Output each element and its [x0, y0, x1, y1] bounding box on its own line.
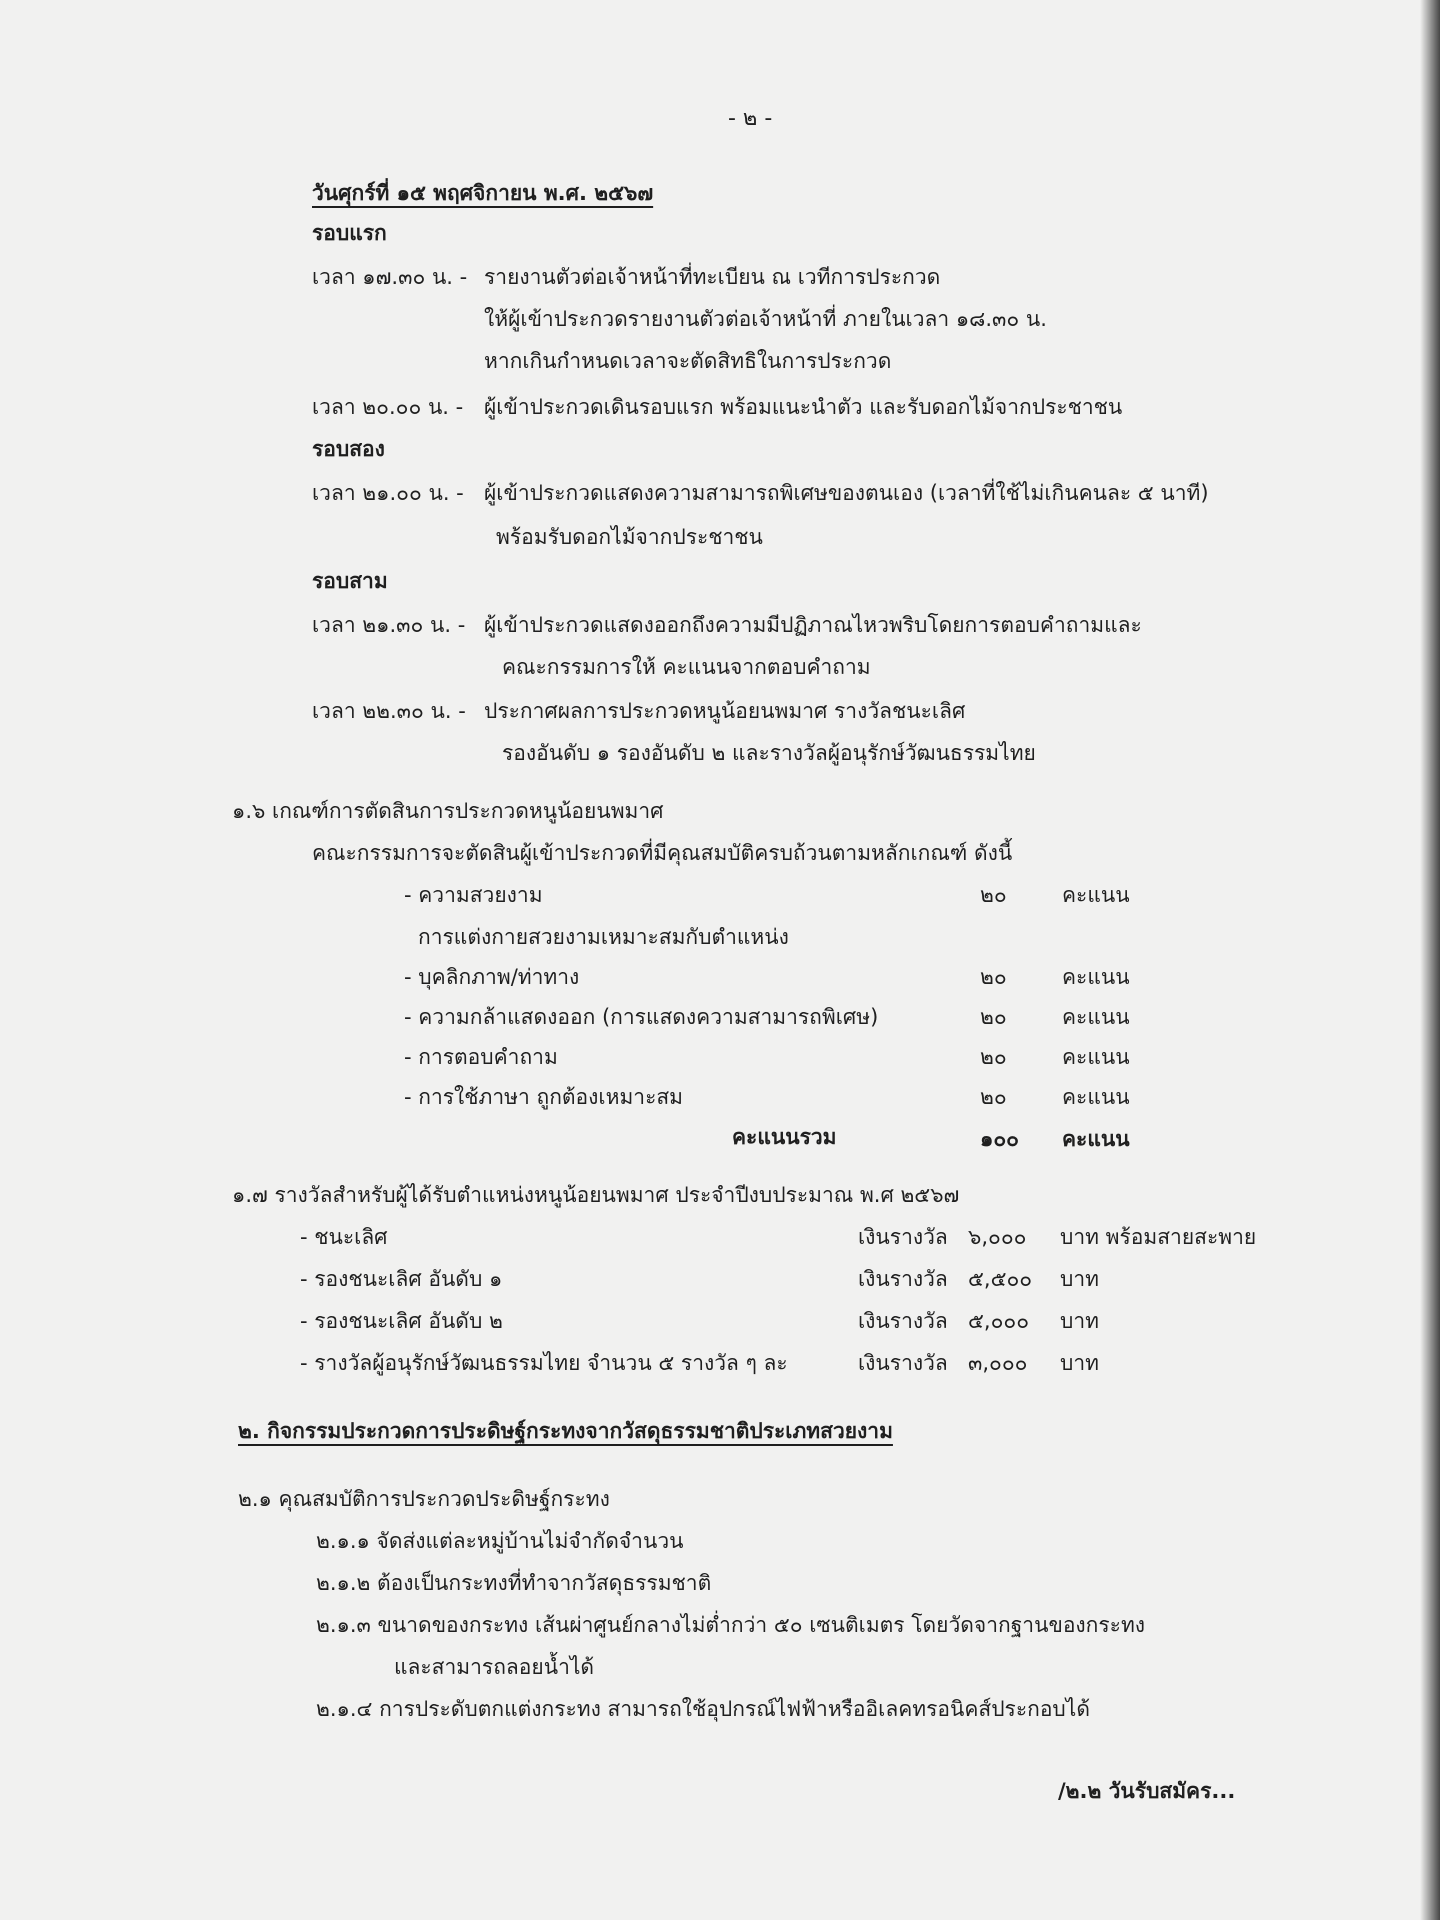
prize-money-label: เงินรางวัล — [858, 1225, 948, 1249]
criteria-item-unit: คะแนน — [1062, 1005, 1130, 1029]
round1-item1-line1: รายงานตัวต่อเจ้าหน้าที่ทะเบียน ณ เวทีการประกวด — [484, 265, 941, 289]
criteria-total-unit: คะแนน — [1062, 1127, 1130, 1151]
criteria-item-unit: คะแนน — [1062, 965, 1130, 989]
round3-item1-line2: คณะกรรมการให้ คะแนนจากตอบคำถาม — [502, 655, 871, 679]
round2-item1-line2: พร้อมรับดอกไม้จากประชาชน — [496, 525, 763, 549]
prize-unit: บาท — [1060, 1309, 1099, 1333]
prize-label: - ชนะเลิศ — [300, 1225, 388, 1249]
page-number: - ๒ - — [728, 106, 773, 131]
section2-item: ๒.๑.๔ การประดับตกแต่งกระทง สามารถใช้อุปกรณ์ไฟฟ้าหรืออิเลคทรอนิคส์ประกอบได้ — [316, 1697, 1090, 1721]
round1-item1-time: เวลา ๑๗.๓๐ น. - — [312, 265, 468, 289]
criteria-item-label: - การตอบคำถาม — [404, 1045, 558, 1069]
round2-item1-time: เวลา ๒๑.๐๐ น. - — [312, 481, 464, 505]
prize-amount: ๕,๐๐๐ — [968, 1309, 1030, 1333]
scan-edge-shadow — [1420, 0, 1440, 1920]
section2-item: ๒.๑.๒ ต้องเป็นกระทงที่ทำจากวัสดุธรรมชาติ — [316, 1571, 712, 1595]
prizes-heading: ๑.๗ รางวัลสำหรับผู้ได้รับตำแหน่งหนูน้อยนพมาศ ประจำปีงบประมาณ พ.ศ ๒๕๖๗ — [232, 1183, 960, 1207]
prize-label: - รองชนะเลิศ อันดับ ๑ — [300, 1267, 503, 1291]
criteria-total-label: คะแนนรวม — [732, 1125, 837, 1149]
next-page-continuation: /๒.๒ วันรับสมัคร... — [1058, 1779, 1236, 1803]
prize-amount: ๕,๕๐๐ — [968, 1267, 1033, 1291]
prize-money-label: เงินรางวัล — [858, 1267, 948, 1291]
criteria-item-label: - บุคลิกภาพ/ท่าทาง — [404, 965, 580, 989]
prize-unit: บาท พร้อมสายสะพาย — [1060, 1225, 1257, 1249]
criteria-item-label: - การใช้ภาษา ถูกต้องเหมาะสม — [404, 1085, 684, 1109]
round2-item1-line1: ผู้เข้าประกวดแสดงความสามารถพิเศษของตนเอง (เวลาที่ใช้ไม่เกินคนละ ๕ นาที) — [484, 481, 1209, 505]
criteria-item-label: - ความกล้าแสดงออก (การแสดงความสามารถพิเศษ) — [404, 1005, 879, 1029]
section2-sub-heading: ๒.๑ คุณสมบัติการประกวดประดิษฐ์กระทง — [238, 1487, 610, 1511]
criteria-beauty-note: การแต่งกายสวยงามเหมาะสมกับตำแหน่ง — [418, 925, 789, 949]
round3-item1-line1: ผู้เข้าประกวดแสดงออกถึงความมีปฏิภาณไหวพริบโดยการตอบคำถามและ — [484, 613, 1142, 637]
prize-unit: บาท — [1060, 1267, 1099, 1291]
criteria-item-points: ๒๐ — [980, 1085, 1007, 1109]
schedule-date-heading: วันศุกร์ที่ ๑๕ พฤศจิกายน พ.ศ. ๒๕๖๗ — [312, 181, 654, 205]
criteria-item-label: - ความสวยงาม — [404, 883, 543, 907]
section2-item: ๒.๑.๑ จัดส่งแต่ละหมู่บ้านไม่จำกัดจำนวน — [316, 1529, 684, 1553]
prize-money-label: เงินรางวัล — [858, 1351, 948, 1375]
prize-label: - รางวัลผู้อนุรักษ์วัฒนธรรมไทย จำนวน ๕ รางวัล ๆ ละ — [300, 1351, 788, 1375]
prize-amount: ๖,๐๐๐ — [968, 1225, 1027, 1249]
prize-money-label: เงินรางวัล — [858, 1309, 948, 1333]
section2-item3-continued: และสามารถลอยน้ำได้ — [394, 1655, 595, 1679]
criteria-item-points: ๒๐ — [980, 1005, 1007, 1029]
round3-item2-line2: รองอันดับ ๑ รองอันดับ ๒ และรางวัลผู้อนุรักษ์วัฒนธรรมไทย — [502, 741, 1036, 765]
prize-label: - รองชนะเลิศ อันดับ ๒ — [300, 1309, 503, 1333]
round2-heading: รอบสอง — [312, 437, 385, 461]
round1-heading: รอบแรก — [312, 221, 387, 245]
prize-amount: ๓,๐๐๐ — [968, 1351, 1028, 1375]
criteria-intro: คณะกรรมการจะตัดสินผู้เข้าประกวดที่มีคุณสมบัติครบถ้วนตามหลักเกณฑ์ ดังนี้ — [312, 841, 1013, 865]
criteria-item-unit: คะแนน — [1062, 1045, 1130, 1069]
round3-item2-time: เวลา ๒๒.๓๐ น. - — [312, 699, 466, 723]
criteria-item-unit: คะแนน — [1062, 1085, 1130, 1109]
round1-item1-line3: หากเกินกำหนดเวลาจะตัดสิทธิในการประกวด — [484, 349, 892, 373]
round1-item2-time: เวลา ๒๐.๐๐ น. - — [312, 395, 464, 419]
section2-item: ๒.๑.๓ ขนาดของกระทง เส้นผ่าศูนย์กลางไม่ต่ำกว่า ๕๐ เซนติเมตร โดยวัดจากฐานของกระทง — [316, 1613, 1146, 1637]
round3-item2-line1: ประกาศผลการประกวดหนูน้อยนพมาศ รางวัลชนะเลิศ — [484, 699, 966, 723]
prize-unit: บาท — [1060, 1351, 1099, 1375]
round1-item2-line1: ผู้เข้าประกวดเดินรอบแรก พร้อมแนะนำตัว และรับดอกไม้จากประชาชน — [484, 395, 1123, 419]
round3-item1-time: เวลา ๒๑.๓๐ น. - — [312, 613, 466, 637]
criteria-heading: ๑.๖ เกณฑ์การตัดสินการประกวดหนูน้อยนพมาศ — [232, 799, 664, 823]
criteria-item-points: ๒๐ — [980, 883, 1007, 907]
round1-item1-line2: ให้ผู้เข้าประกวดรายงานตัวต่อเจ้าหน้าที่ ภายในเวลา ๑๘.๓๐ น. — [484, 307, 1047, 331]
round3-heading: รอบสาม — [312, 569, 388, 593]
criteria-item-unit: คะแนน — [1062, 883, 1130, 907]
criteria-item-points: ๒๐ — [980, 1045, 1007, 1069]
criteria-item-points: ๒๐ — [980, 965, 1007, 989]
section2-heading: ๒. กิจกรรมประกวดการประดิษฐ์กระทงจากวัสดุธรรมชาติประเภทสวยงาม — [238, 1419, 893, 1443]
criteria-total-points: ๑๐๐ — [980, 1127, 1019, 1151]
